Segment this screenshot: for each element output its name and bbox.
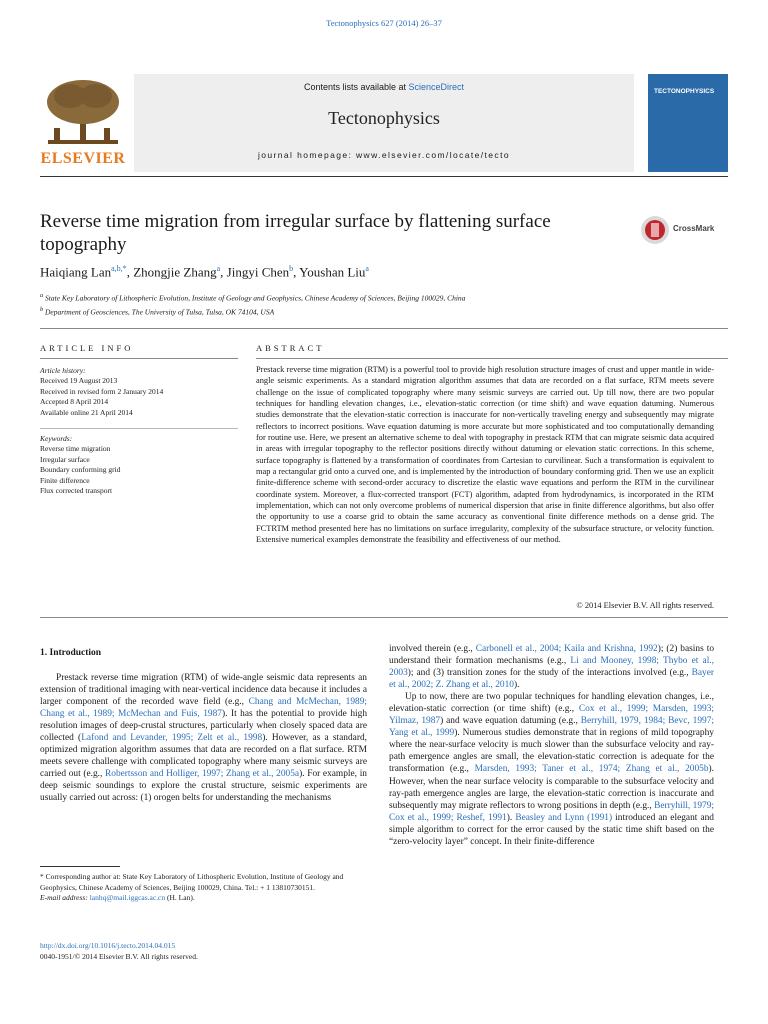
affiliation-text: State Key Laboratory of Lithospheric Evolution, Institute of Geology and Geophysics, Chinese Academy of Sciences, Beijing 100029, China [43,293,466,303]
history-label: Article history: [40,366,86,375]
article-info-rule [40,358,238,359]
doi-block [40,940,198,962]
author-name: Haiqiang Lan [40,264,112,280]
author-separator: , [293,264,300,280]
keyword: Boundary conforming grid [40,465,121,475]
paragraph [389,643,714,691]
author-affiliation-marker[interactable]: a [365,264,369,273]
author-affiliation-marker[interactable]: b [289,264,294,273]
author-name: Zhongjie Zhang [133,264,217,280]
crossmark-badge[interactable] [640,213,720,247]
author-name: Youshan Liu [299,264,366,280]
keyword: Irregular surface [40,454,90,464]
citation-link[interactable]: Cox et al., 1999; Marsden, 1993; Yilmaz, 1987 [389,704,714,727]
affiliation [40,304,640,318]
article-title: Reverse time migration from irregular surface by flattening surface topography [40,211,551,255]
author-affiliation-marker[interactable]: a [216,264,221,273]
abstract-heading: ABSTRACT [256,343,325,353]
text-run: ); and (3) transition zones for the study of the interactions involved (e.g., [407,668,692,679]
author-affiliation-marker[interactable]: a,b,* [111,264,127,273]
masthead [134,74,634,172]
footnote-rule [40,866,120,867]
affiliation-marker: b [40,305,44,313]
citation-link[interactable]: Carbonell et al., 2004; Kaila and Krishna, 1992 [475,644,658,654]
author-separator: , [220,264,227,280]
elsevier-wordmark: ELSEVIER [40,150,126,167]
body-rule [40,617,728,618]
keywords-rule [40,428,238,429]
text-run: ). However, as a standard, optimized migration algorithm assumes that data are recorded on a flat surface. RTM meets severe challenge with complicated topography where many seismic surveys are carried out (e.g., [40,733,367,780]
citation-link[interactable]: Robertsson and Holliger, 1997; Zhang et al., 2005a [105,769,300,780]
email-link[interactable]: lanhq@mail.iggcas.ac.cn [89,893,166,902]
affiliation-text: Department of Geosciences, The University of Tulsa, Tulsa, OK 74104, USA [43,307,275,316]
author-separator: , [126,264,134,280]
history-line: Available online 21 April 2014 [40,407,133,417]
email-label: E-mail address: [40,893,90,902]
journal-homepage[interactable]: journal homepage: www.elsevier.com/locate/tecto [258,150,510,160]
author-name: Jingyi Chen [226,264,290,280]
history-line: Received 19 August 2013 [40,376,118,386]
citation-link[interactable]: Beasley and Lynn (1991) [515,812,613,823]
text-run: ). [513,680,520,691]
author-list [40,264,369,280]
history-line: Received in revised form 2 January 2014 [40,386,164,396]
body-column-right [389,643,714,848]
citation-link[interactable]: Marsden, 1993; Taner et al., 1974; Zhang et al., 2005b [474,764,709,775]
text-run: ). For example, in deep seismic soundings to explore the crustal structure, seismic experiments are usually carried out across: (1) orogen belts for understanding the mechanisms [40,769,367,804]
text-run: ). Numerous studies demonstrate that in regions of mild topography where the near-surface velocity is much slower than the subsurface velocity and ray-path emergence angles are small, the elevation-static correction is adequate for the transformation (e.g., [389,728,714,775]
journal-citation[interactable]: Tectonophysics 627 (2014) 26–37 [326,18,442,28]
citation-link[interactable]: Berryhill, 1979; Cox et al., 1999; Reshef, 1991 [389,800,714,823]
abstract-rule [256,358,728,359]
abstract-text: Prestack reverse time migration (RTM) is a powerful tool to provide high resolution structure images of crust and upper mantle in wide-angle seismic experiments. As a standard migration algorithm assumes that data are recorded on a flat surface, RTM meets severe challenge on the issue of complicated topography where many seismic surveys are carried out. Up till now, there are two popular techniques for handling elevation changes, i.e., elevation-static correction (or time shift) and wave equation datuming. Numerous studies demonstrate that the elevation-static correction is inaccurate for non-vertically traveling energy and subsequently may migrate reflectors to incorrect positions. Wave equation datuming is more accurate but more sophisticated and too computationally demanding for routine use. Here, we present an alternative scheme to deal with topography in prestack RTM that can migrate seismic data acquired in areas with irregular topography to the reflector positions directly without datuming or elevation static corrections. In this scheme, surface topography is flattened by a transformation of coordinates from Cartesian to curvilinear. Such a transformation is equivalent to map a rectangular grid onto a curved one, and is implemented by the introduction of boundary conforming grid. Then we use an explicit finite-difference scheme with second-order accuracy to discretize the elastic wave equations and perform the RTM in the curvilinear coordinate system. Moreover, a flux-corrected transport (FCT) algorithm, adapted from hydrodynamics, is incorporated in the RTM implementation, which can not only overcome problems of numerical dispersion that arise in finite difference algorithms, but also offer the opportunity to use a coarse grid to obtain the same accuracy as conventional finite difference methods on a dense grid. The FCTRTM method presented here has no limitations on surface irregularity, complexity of the subsurface structure, or velocity function. Extensive numerical examples demonstrate the feasibility and effectiveness of our method. [256,365,714,545]
issn-line: 0040-1951/© 2014 Elsevier B.V. All rights reserved. [40,952,198,961]
keywords [40,434,238,496]
citation-link[interactable]: Berryhill, 1979, 1984; Bevc, 1997; Yang et al., 1999 [389,716,714,739]
text-run: involved therein (e.g., [389,644,476,654]
text-run: ) and wave equation datuming (e.g., [440,716,581,727]
keywords-label: Keywords: [40,434,73,443]
text-run: Up to now, there are two popular techniques for handling elevation changes, i.e., elevation-static correction (or time shift) (e.g., [389,692,714,715]
citation-link[interactable]: Lafond and Levander, 1995; Zelt et al., 1998 [81,733,263,744]
citation-link[interactable]: Bayer et al., 2002; Z. Zhang et al., 2010 [389,668,714,691]
article-info-heading: ARTICLE INFO [40,343,134,353]
sciencedirect-link[interactable]: ScienceDirect [408,82,465,92]
crossmark-label: CrossMark [673,224,715,233]
text-run: ). However, when the near surface velocity is comparable to the subsurface velocity and ray-path emergence angles are large, the elevation-static correction is inaccurate and subsequently may migrate reflectors to wrong positions in depth (e.g., [389,764,714,811]
abstract-copyright: © 2014 Elsevier B.V. All rights reserved. [576,601,714,610]
cover-title: TECTONOPHYSICS [654,88,715,95]
doi-link[interactable]: http://dx.doi.org/10.1016/j.tecto.2014.04.015 [40,941,176,950]
footnote-text: * Corresponding author at: State Key Laboratory of Lithospheric Evolution, Institute of Geology and Geophysics, Chinese Academy of Sciences, Beijing 100029, China. Tel.: + 1 13810730151. [40,872,344,892]
journal-header [40,74,728,172]
body-column-left [40,672,367,805]
corresponding-author-footnote [40,872,367,904]
keyword: Finite difference [40,475,90,485]
text-run: introduced an elegant and simple algorithm to correct for the error caused by the static time shift based on the “zero-velocity layer” concept. In their finite-difference [389,812,714,847]
contents-line: Contents lists available at ScienceDirect [303,82,465,92]
citation-link[interactable]: Li and Mooney, 1998; Thybo et al., 2003 [389,656,714,679]
text-run: ). It has the potential to provide high resolution images of deep-crustal structures, particularly when closely spaced data are collected ( [40,709,368,744]
affiliation-marker: a [40,292,44,299]
affiliation [40,290,640,304]
text-run: Prestack reverse time migration (RTM) of wide-angle seismic data represents an extension of traditional imaging with near-vertical incidence data because it includes a larger component of the recorded wave field (e.g., [40,673,367,708]
affiliations [40,290,640,317]
paragraph [40,672,367,805]
keyword: Reverse time migration [40,444,111,454]
journal-cover [648,74,728,172]
journal-name: Tectonophysics [328,108,440,128]
elsevier-tree-icon [40,74,126,150]
elsevier-logo [40,74,126,168]
citation-link[interactable]: Chang and McMechan, 1989; Chang et al., 1989; McMechan and Fuis, 1987 [40,697,368,720]
introduction-heading: 1. Introduction [40,648,102,658]
article-history [40,366,238,418]
crossmark-icon [640,215,670,245]
header-rule [40,176,728,177]
text-run: ). [506,812,516,823]
text-run: ); (2) basins to understand their formation mechanisms (e.g., [389,644,715,667]
paragraph [389,691,714,848]
email-suffix: (H. Lan). [165,893,195,902]
section-rule [40,328,728,329]
keyword: Flux corrected transport [40,486,113,496]
history-line: Accepted 8 April 2014 [40,397,109,407]
